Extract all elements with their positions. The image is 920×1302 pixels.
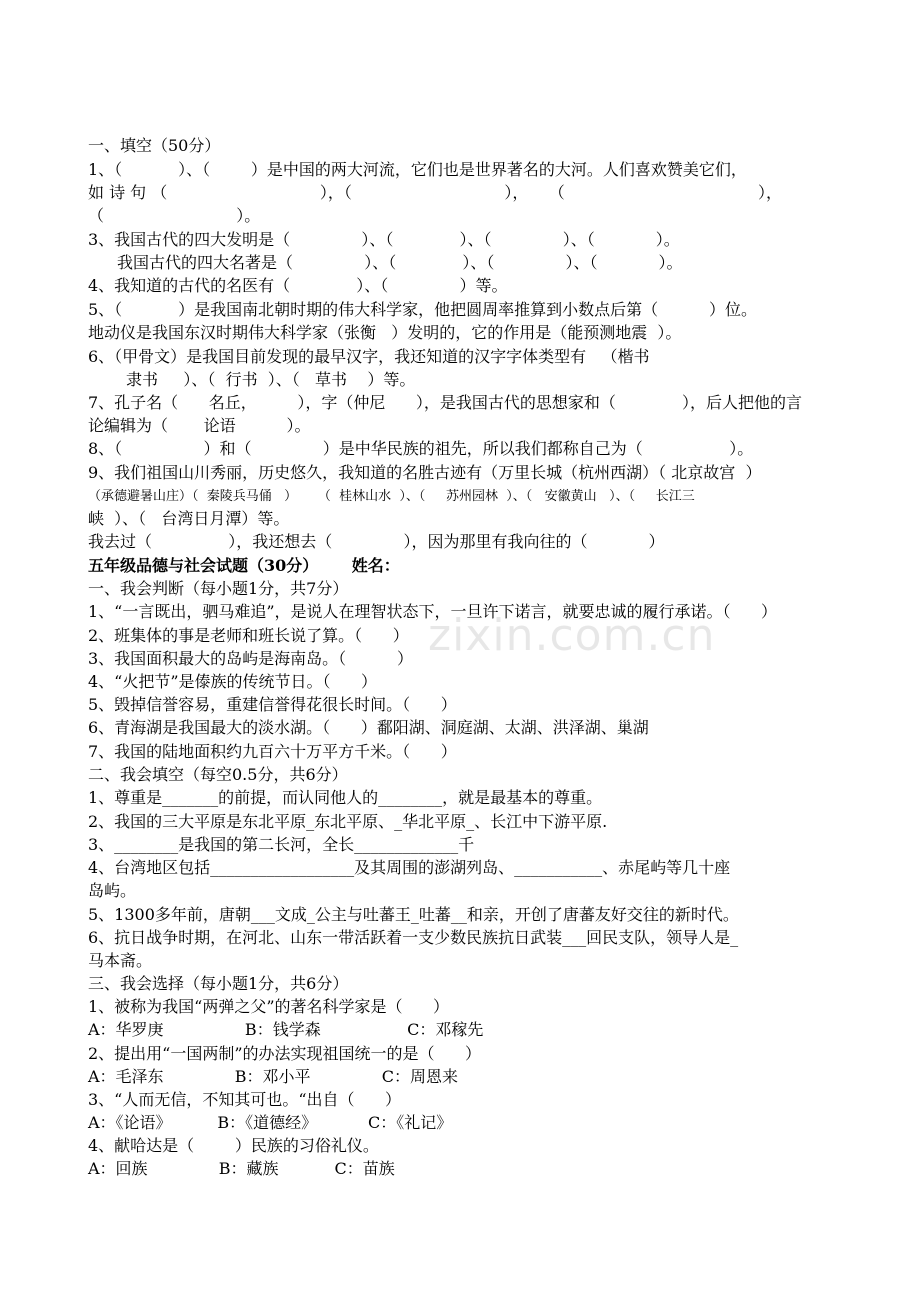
- exam-title: 五年级品德与社会试题（30分） 姓名：: [88, 556, 400, 575]
- fill-question: 6、抗日战争时期，在河北、山东一带活跃着一支少数民族抗日武装___回民支队，领导人是_: [88, 928, 739, 947]
- fill-question: 1、尊重是_______的前提，而认同他人的________，就是最基本的尊重。: [88, 788, 603, 807]
- choice-question: 2、提出用“一国两制”的办法实现祖国统一的是（ ）: [88, 1044, 482, 1063]
- choice-options: A：《论语》 B：《道德经》 C：《礼记》: [88, 1113, 453, 1132]
- choice-question: 4、献哈达是（ ）民族的习俗礼仪。: [88, 1136, 379, 1155]
- question-line: 6、（甲骨文）是我国目前发现的最早汉字，我还知道的汉字字体类型有 （楷书: [88, 347, 650, 366]
- judge-question: 1、“一言既出，驷马难追”，是说人在理智状态下，一旦许下诺言，就要忠诚的履行承诺。（ ）: [88, 602, 778, 621]
- judge-question: 6、青海湖是我国最大的淡水湖。（ ）鄱阳湖、洞庭湖、太湖、洪泽湖、巢湖: [88, 718, 649, 737]
- fill-question: 马本斋。: [88, 951, 153, 970]
- watermark: zixin.com.cn: [428, 610, 716, 661]
- question-line: （ ）。: [88, 206, 261, 225]
- question-line: （承德避暑山庄）（ 秦陵兵马俑 ） （ 桂林山水 ）、（ 苏州园林 ）、（ 安徽黄山 ）、（ 长江三: [88, 489, 695, 504]
- judge-question: 5、毁掉信誉容易，重建信誉得花很长时间。（ ）: [88, 695, 457, 714]
- question-line: 峡 ）、（ 台湾日月潭）等。: [88, 509, 290, 528]
- question-line: 我国古代的四大名著是（ ）、（ ）、（ ）、（ ）。: [117, 253, 683, 272]
- fill-question: 4、台湾地区包括__________________及其周围的澎湖列岛、___________、赤尾屿等几十座: [88, 858, 731, 877]
- choice-options: A：华罗庚 B：钱学森 C：邓稼先: [88, 1020, 484, 1039]
- question-line: 1、（ ）、（ ）是中国的两大河流，它们也是世界著名的大河。人们喜欢赞美它们，: [88, 160, 747, 179]
- fill-question: 3、________是我国的第二长河，全长_____________千: [88, 835, 475, 854]
- question-line: 论编辑为（ 论语 ）。: [88, 416, 311, 435]
- question-line: 我去过（ ），我还想去（ ），因为那里有我向往的（ ）: [88, 532, 665, 551]
- choice-options: A：毛泽东 B：邓小平 C：周恩来: [88, 1067, 458, 1086]
- question-line: 9、我们祖国山川秀丽，历史悠久，我知道的名胜古迹有（万里长城（杭州西湖）（ 北京故宫 ）: [88, 463, 762, 482]
- judge-question: 2、班集体的事是老师和班长说了算。（ ）: [88, 626, 409, 645]
- judge-question: 7、我国的陆地面积约九百六十万平方千米。（ ）: [88, 742, 457, 761]
- section-fill-heading: 二、我会填空（每空0.5分，共6分）: [88, 765, 348, 784]
- judge-question: 4、“火把节”是傣族的传统节日。（ ）: [88, 672, 378, 691]
- section-judge-heading: 一、我会判断（每小题1分，共7分）: [88, 579, 349, 598]
- choice-question: 3、“人而无信，不知其可也。“出自（ ）: [88, 1090, 402, 1109]
- question-line: 8、（ ）和（ ）是中华民族的祖先，所以我们都称自己为（ ）。: [88, 439, 754, 458]
- question-line: 7、孔子名（ 名丘， ），字（仲尼 ），是我国古代的思想家和（ ），后人把他的言: [88, 393, 803, 412]
- fill-question: 5、1300多年前，唐朝___文成_公主与吐蕃王_吐蕃__和亲，开创了唐蕃友好交往的新时代。: [88, 905, 739, 924]
- question-line: 地动仪是我国东汉时期伟大科学家（张衡 ）发明的，它的作用是（能预测地震 ）。: [88, 323, 682, 342]
- question-line: 如 诗 句 （ ），（ ）， （ ），: [88, 183, 783, 202]
- question-line: 隶书 ）、（ 行书 ）、（ 草书 ）等。: [126, 370, 416, 389]
- section-fill-blank-heading: 一、填空（50分）: [88, 136, 221, 155]
- choice-question: 1、被称为我国“两弹之父”的著名科学家是（ ）: [88, 997, 450, 1016]
- fill-question: 岛屿。: [88, 881, 137, 900]
- question-line: 5、（ ）是我国南北朝时期的伟大科学家，他把圆周率推算到小数点后第（ ）位。: [88, 300, 757, 319]
- section-choice-heading: 三、我会选择（每小题1分，共6分）: [88, 974, 349, 993]
- judge-question: 3、我国面积最大的岛屿是海南岛。（ ）: [88, 649, 414, 668]
- choice-options: A：回族 B：藏族 C：苗族: [88, 1159, 395, 1178]
- question-line: 3、我国古代的四大发明是（ ）、（ ）、（ ）、（ ）。: [88, 230, 680, 249]
- fill-question: 2、我国的三大平原是东北平原_东北平原、_华北平原_、长江中下游平原.: [88, 812, 608, 831]
- question-line: 4、我知道的古代的名医有（ ）、（ ）等。: [88, 276, 508, 295]
